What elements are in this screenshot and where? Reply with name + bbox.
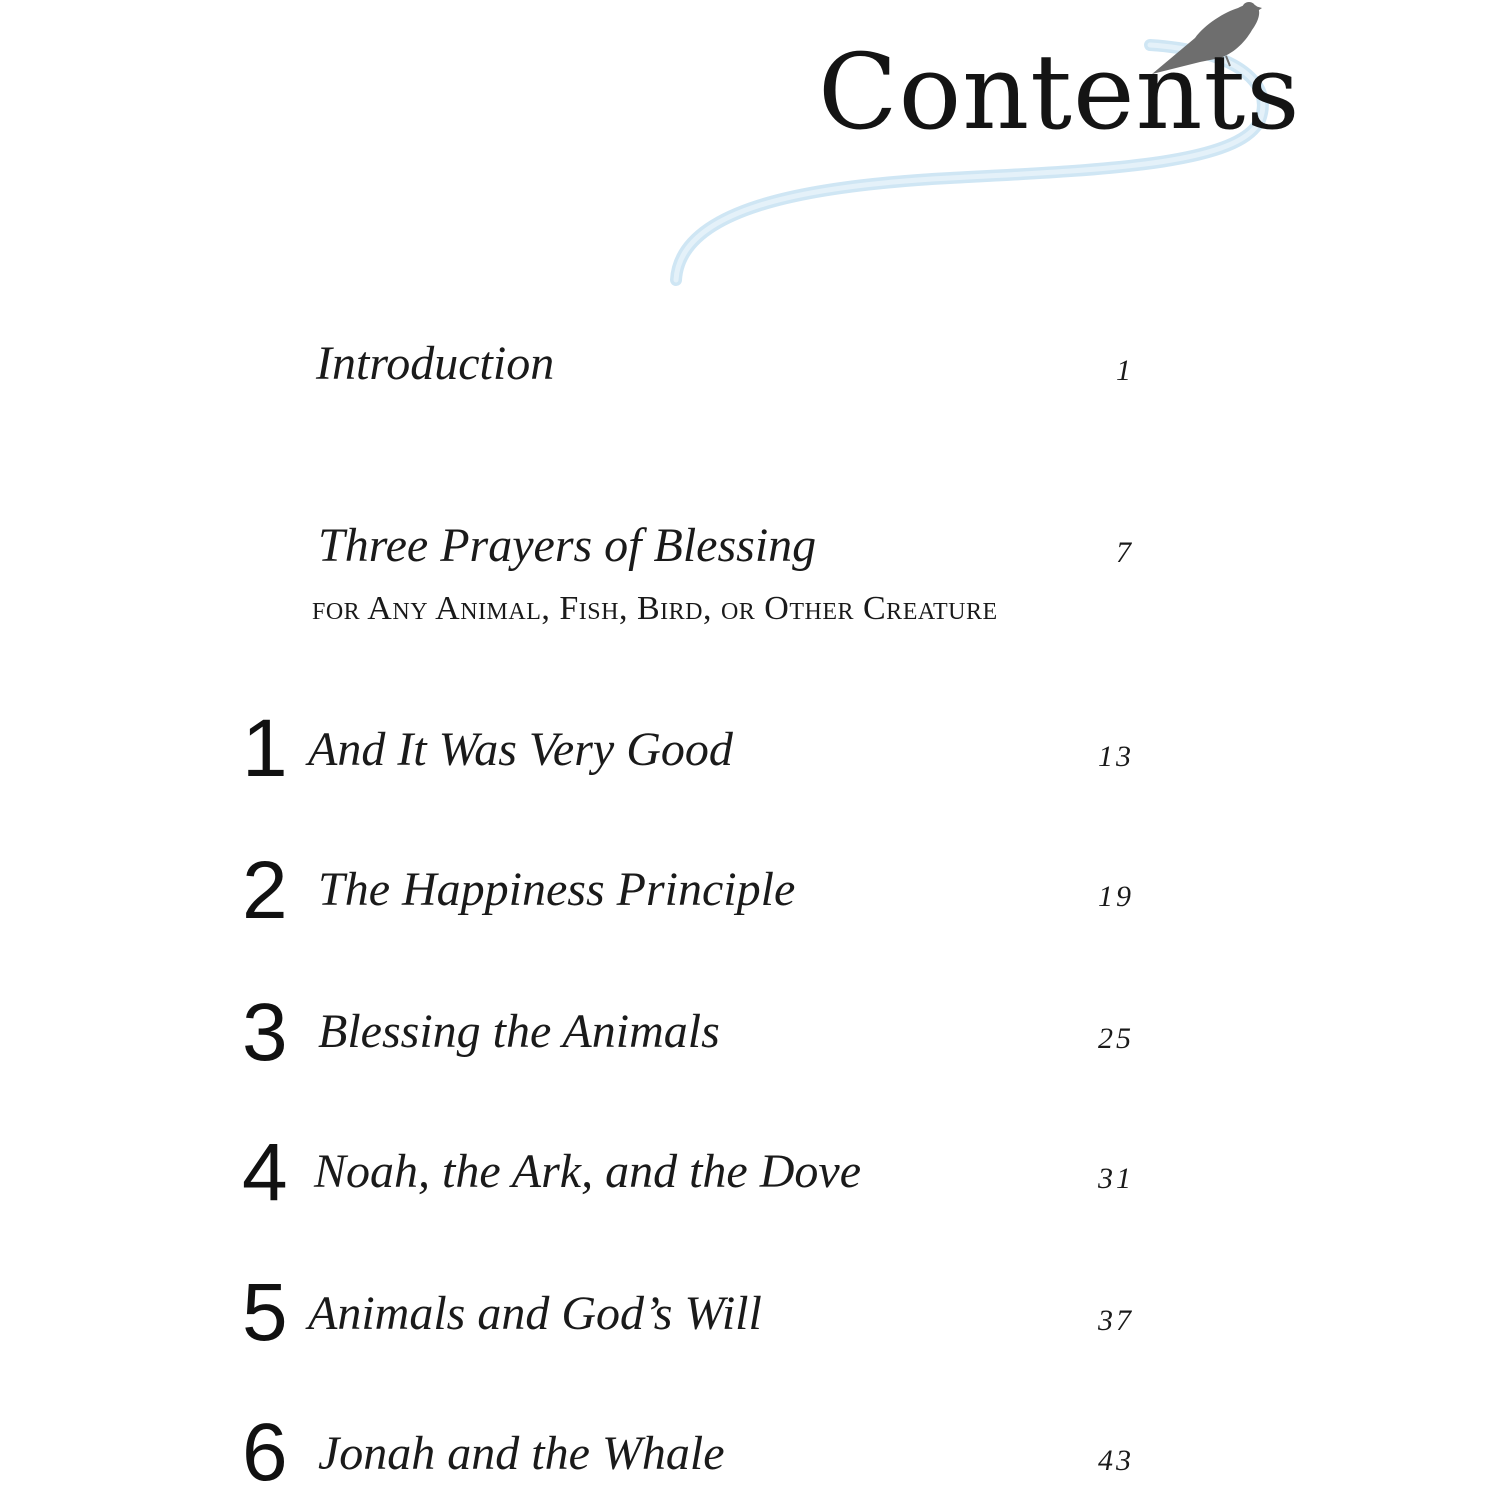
chapter-number: 2 — [242, 845, 288, 936]
page-number: 13 — [1098, 740, 1134, 773]
toc-entry-chapter-5[interactable]: Animals and God’s Will — [308, 1287, 762, 1340]
toc-entry-introduction[interactable]: Introduction — [316, 337, 555, 390]
toc-entry-subtitle: for Any Animal, Fish, Bird, or Other Creature — [312, 590, 998, 627]
toc-entry-chapter-2[interactable]: The Happiness Principle — [318, 863, 796, 916]
chapter-number: 3 — [242, 987, 288, 1078]
page-number: 7 — [1116, 536, 1134, 569]
chapter-number: 1 — [242, 703, 288, 794]
page-number: 1 — [1116, 354, 1134, 387]
chapter-number: 6 — [242, 1407, 288, 1498]
page-number: 37 — [1098, 1304, 1134, 1337]
toc-entry-chapter-1[interactable]: And It Was Very Good — [308, 723, 733, 776]
chapter-number: 5 — [242, 1267, 288, 1358]
chapter-number: 4 — [242, 1127, 288, 1218]
toc-entry-three-prayers[interactable]: Three Prayers of Blessing — [318, 519, 817, 572]
toc-entry-chapter-4[interactable]: Noah, the Ark, and the Dove — [314, 1145, 862, 1198]
page-title: Contents — [818, 31, 1301, 153]
page-number: 43 — [1098, 1444, 1134, 1477]
toc-entry-chapter-3[interactable]: Blessing the Animals — [318, 1005, 720, 1058]
page-number: 19 — [1098, 880, 1134, 913]
toc-entry-chapter-6[interactable]: Jonah and the Whale — [318, 1427, 725, 1480]
page-number: 25 — [1098, 1022, 1134, 1055]
page-number: 31 — [1098, 1162, 1134, 1195]
